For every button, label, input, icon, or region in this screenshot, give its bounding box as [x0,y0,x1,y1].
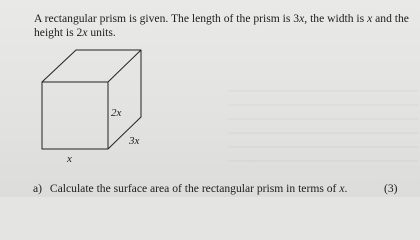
prompt-var-length: x [299,12,305,25]
prompt-var-width: x [367,12,373,25]
question-end: . [344,182,348,195]
prompt-part-4: units. [87,26,116,39]
prism-front-face [42,82,108,149]
question-letter: a) [33,182,43,195]
prompt-part-1: A rectangular prism is given. The length of the prism is 3 [34,12,300,25]
prompt-part-2: , the width is [304,12,368,25]
prompt-part-3: and the height is 2 [34,12,409,39]
prompt-var-height: x [82,26,88,39]
question-a [33,182,413,196]
depth-label: 3x [129,135,140,147]
height-label: 2x [111,107,122,119]
width-label: x [67,153,72,165]
prism-top-face [42,50,141,82]
question-var: x [339,182,345,195]
marks-badge: (3) [384,182,398,195]
question-text: Calculate the surface area of the rectangular prism in terms of [49,182,340,195]
